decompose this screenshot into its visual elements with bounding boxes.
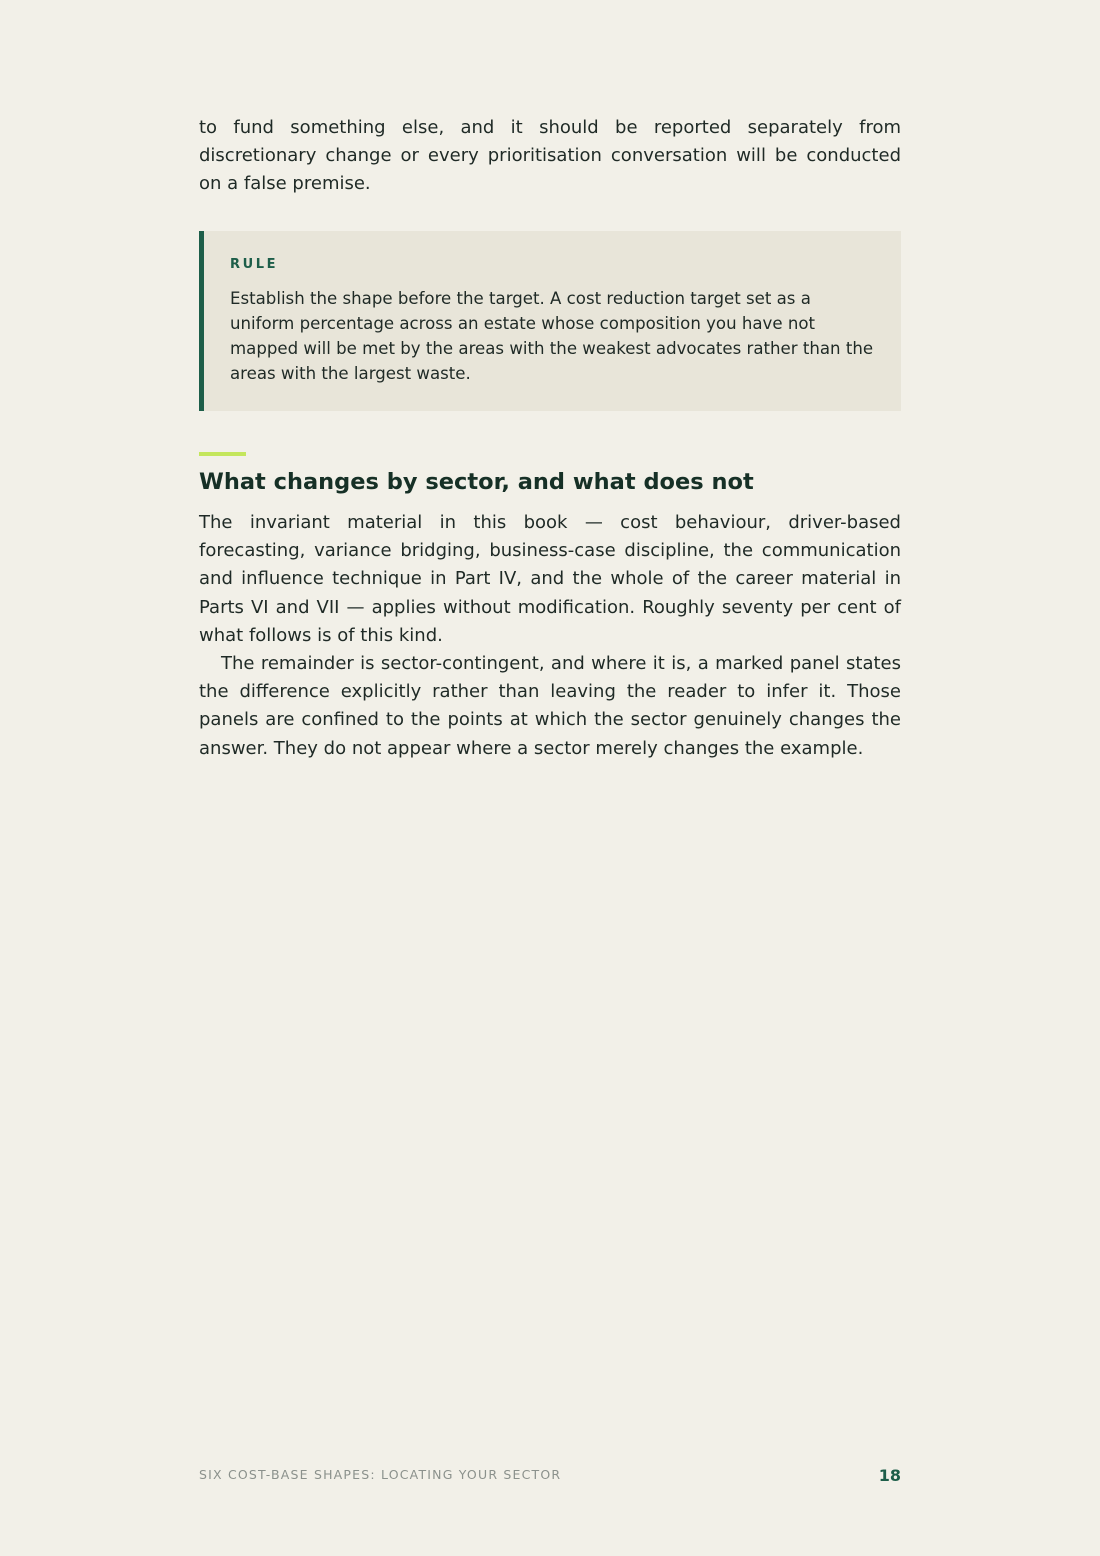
intro-paragraph: to fund something else, and it should be reported separately from discretionary change or every prioritisation conversation will be conducted on a false premise. <box>199 117 901 195</box>
rule-label: RULE <box>230 257 279 272</box>
section-heading: What changes by sector, and what does not <box>199 469 754 495</box>
rule-text: Establish the shape before the target. A cost reduction target set as a uniform percentage across an estate whose composition you have not mapped will be met by the areas with the weakest advocates rather than the areas with the largest waste. <box>230 289 874 383</box>
running-title: SIX COST-BASE SHAPES: LOCATING YOUR SECTOR <box>199 1467 562 1482</box>
page-number: 18 <box>878 1466 901 1485</box>
section-accent-bar <box>199 452 246 456</box>
rule-panel <box>199 231 901 411</box>
body-paragraph-1: The invariant material in this book — cost behaviour, driver-based forecasting, variance bridging, business-case discipline, the communication and influence technique in Part IV, and the whole of the career material in Parts VI and VII — applies without modification. Roughly seventy per cent of what follows is of this kind. <box>199 512 901 646</box>
body-paragraph-2: The remainder is sector-contingent, and where it is, a marked panel states the difference explicitly rather than leaving the reader to infer it. Those panels are confined to the points at which the sector genuinely changes the answer. They do not appear where a sector merely changes the example. <box>199 653 901 759</box>
section-body <box>199 509 901 763</box>
